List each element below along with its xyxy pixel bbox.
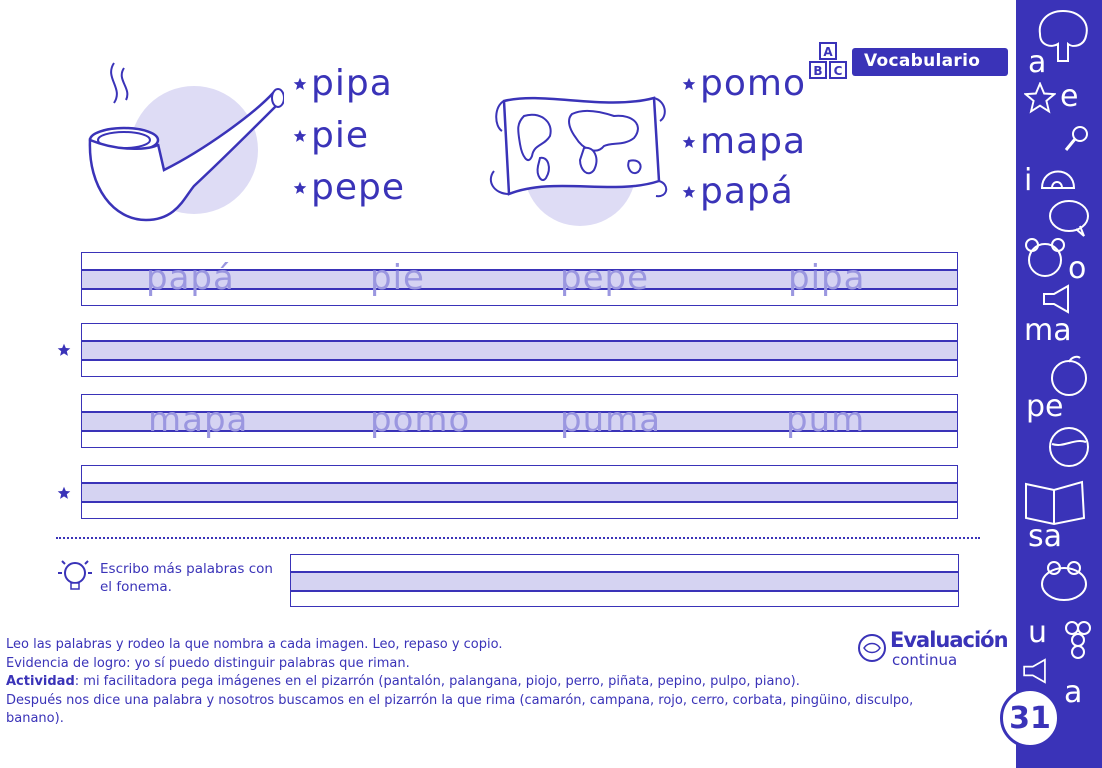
star-icon bbox=[682, 135, 696, 149]
list-item[interactable] bbox=[293, 115, 370, 156]
block-c: C bbox=[833, 64, 843, 78]
microphone-icon bbox=[1062, 124, 1092, 154]
word-label: pipa bbox=[311, 63, 393, 104]
page-number-badge bbox=[1000, 688, 1060, 748]
star-icon bbox=[57, 343, 71, 357]
extra-words-prompt: Escribo más palabras con el fonema. bbox=[100, 561, 273, 595]
badge-label: Vocabulario bbox=[864, 51, 981, 71]
writing-strip-2[interactable] bbox=[81, 323, 958, 377]
trace-word: pepe bbox=[560, 258, 649, 298]
block-b: B bbox=[813, 64, 823, 78]
block-a: A bbox=[823, 45, 833, 59]
alphabet-sidebar bbox=[1016, 0, 1102, 768]
activity-label: Actividad bbox=[6, 674, 75, 689]
list-item[interactable] bbox=[293, 167, 405, 208]
instruction-line-2: Evidencia de logro: yo sí puedo distinguir palabras que riman. bbox=[6, 655, 410, 671]
list-item[interactable] bbox=[682, 121, 807, 162]
dotted-divider bbox=[56, 537, 980, 539]
writing-strip-extra[interactable] bbox=[290, 554, 959, 607]
word-label: papá bbox=[700, 171, 794, 212]
trace-word: pum bbox=[786, 400, 866, 440]
evaluacion-continua-logo bbox=[856, 628, 1008, 669]
megaphone-small-icon bbox=[1020, 658, 1056, 684]
activity-text: : mi facilitadora pega imágenes en el pizarrón (pantalón, palangana, piojo, perro, piñata, pepino, pulpo, piano). bbox=[74, 674, 800, 689]
sidebar-letter: ma bbox=[1024, 313, 1072, 348]
instruction-line-4: Después nos dice una palabra y nosotros buscamos en el pizarrón la que rima (camarón, campana, rojo, cerro, corbata, pingüino, disculpo, banano). bbox=[6, 692, 914, 726]
writing-strip-4[interactable] bbox=[81, 465, 958, 519]
instructions-block bbox=[6, 636, 966, 729]
sidebar-letter: pe bbox=[1026, 389, 1064, 424]
igloo-icon bbox=[1038, 156, 1078, 192]
instruction-line-3 bbox=[6, 673, 966, 692]
word-label: pepe bbox=[311, 167, 405, 208]
map-illustration bbox=[484, 86, 674, 226]
ball-icon bbox=[1046, 424, 1092, 470]
star-icon bbox=[293, 129, 307, 143]
pipe-illustration bbox=[84, 58, 284, 228]
star-icon bbox=[682, 185, 696, 199]
speech-bubble-icon bbox=[1046, 198, 1092, 238]
trace-word: pie bbox=[370, 258, 425, 298]
star-face-icon bbox=[1024, 82, 1056, 114]
sidebar-letter: i bbox=[1024, 163, 1033, 198]
page-number: 31 bbox=[1009, 701, 1051, 736]
grapes-icon bbox=[1058, 612, 1098, 668]
vocabulario-badge bbox=[808, 42, 1008, 82]
list-item[interactable] bbox=[682, 171, 794, 212]
sidebar-letter: a bbox=[1028, 45, 1047, 80]
star-icon bbox=[682, 77, 696, 91]
trace-word: puma bbox=[560, 400, 662, 440]
sidebar-letter: e bbox=[1060, 79, 1079, 114]
sidebar-letter: o bbox=[1068, 251, 1087, 286]
lightbulb-icon bbox=[54, 556, 96, 596]
tracing-strip-3[interactable] bbox=[81, 394, 958, 448]
badge-bar bbox=[852, 48, 1008, 76]
star-icon bbox=[293, 181, 307, 195]
word-label: mapa bbox=[700, 121, 807, 162]
list-item[interactable] bbox=[682, 63, 806, 104]
star-icon bbox=[57, 486, 71, 500]
evaluation-circle-icon bbox=[856, 632, 888, 664]
evaluation-subtitle: continua bbox=[892, 651, 958, 669]
sidebar-letter: a bbox=[1064, 675, 1083, 710]
evaluation-title: Evaluación bbox=[890, 628, 1008, 652]
word-label: pomo bbox=[700, 63, 806, 104]
bear-icon bbox=[1022, 236, 1068, 280]
trace-word: pomo bbox=[370, 400, 471, 440]
word-label: pie bbox=[311, 115, 370, 156]
star-icon bbox=[293, 77, 307, 91]
megaphone-icon bbox=[1040, 284, 1080, 314]
sidebar-letter: sa bbox=[1028, 519, 1063, 554]
list-item[interactable] bbox=[293, 63, 393, 104]
instruction-line-1: Leo las palabras y rodeo la que nombra a cada imagen. Leo, repaso y copio. bbox=[6, 637, 503, 652]
tracing-strip-1[interactable] bbox=[81, 252, 958, 306]
sidebar-letter: u bbox=[1028, 615, 1048, 650]
trace-word: mapa bbox=[148, 400, 249, 440]
frog-icon bbox=[1034, 554, 1094, 606]
trace-word: papá bbox=[146, 258, 235, 298]
trace-word: pipa bbox=[788, 258, 866, 298]
